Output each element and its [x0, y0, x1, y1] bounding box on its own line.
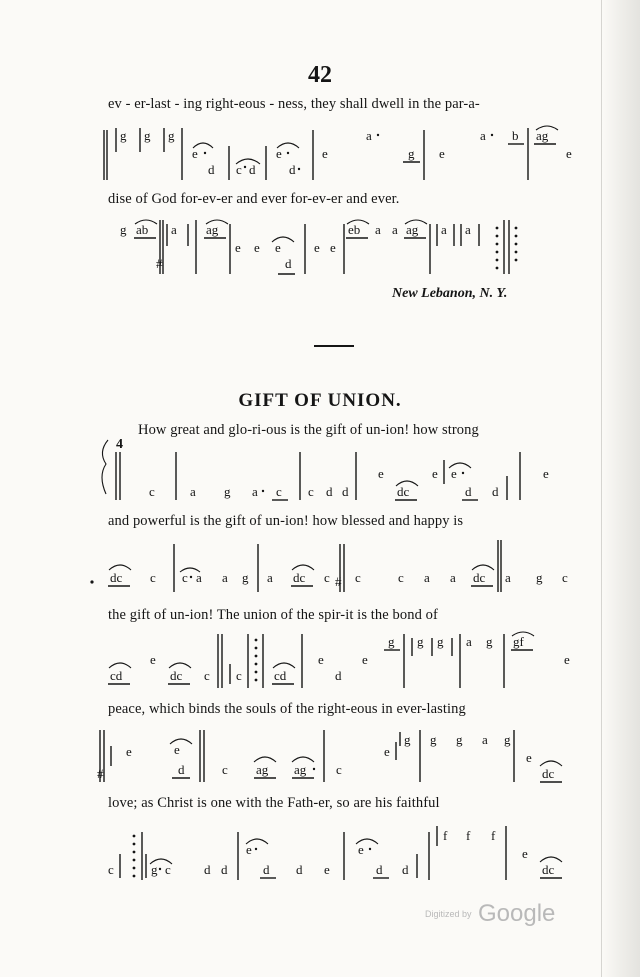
svg-text:dc: dc	[473, 570, 486, 585]
svg-text:e: e	[451, 466, 457, 481]
svg-text:e: e	[254, 240, 260, 255]
svg-text:ag: ag	[206, 222, 219, 237]
svg-text:e: e	[174, 742, 180, 757]
digitized-watermark	[425, 900, 555, 928]
svg-text:a: a	[196, 570, 202, 585]
svg-text:g: g	[242, 570, 249, 585]
time-signature: 4	[116, 437, 123, 452]
svg-text:d: d	[376, 862, 383, 877]
svg-text:dc: dc	[110, 570, 123, 585]
svg-text:e: e	[564, 652, 570, 667]
svg-text:e: e	[362, 652, 368, 667]
svg-text:d: d	[289, 162, 296, 177]
svg-text:g: g	[168, 128, 175, 143]
svg-text:g: g	[437, 634, 444, 649]
svg-text:c: c	[355, 570, 361, 585]
svg-text:g: g	[417, 634, 424, 649]
svg-text:ab: ab	[136, 222, 149, 237]
svg-text:c: c	[308, 484, 314, 499]
svg-text:e: e	[246, 842, 252, 857]
svg-text:d: d	[208, 162, 215, 177]
music-system-3	[0, 430, 640, 510]
svg-text:c: c	[324, 570, 330, 585]
svg-text:g: g	[408, 146, 415, 161]
svg-text:ag: ag	[256, 762, 269, 777]
svg-text:a: a	[424, 570, 430, 585]
svg-text:c: c	[336, 762, 342, 777]
svg-text:#: #	[156, 256, 163, 271]
svg-text:e: e	[330, 240, 336, 255]
lyric-line-1: ev - er-last - ing right-eous - ness, they shall dwell in the par-a-	[108, 96, 480, 112]
music-system-2	[0, 212, 640, 292]
svg-text:g: g	[144, 128, 151, 143]
svg-text:f: f	[491, 828, 496, 843]
svg-text:e: e	[192, 146, 198, 161]
svg-text:g: g	[120, 222, 127, 237]
svg-text:g: g	[430, 732, 437, 747]
svg-text:e: e	[543, 466, 549, 481]
svg-text:e: e	[566, 146, 572, 161]
lyric-line-4: and powerful is the gift of un-ion! how blessed and happy is	[108, 513, 464, 529]
svg-text:e: e	[150, 652, 156, 667]
svg-text:gf: gf	[513, 634, 524, 649]
svg-text:e: e	[275, 240, 281, 255]
svg-text:dc: dc	[542, 862, 555, 877]
music-system-4	[0, 536, 640, 616]
svg-text:c: c	[165, 862, 171, 877]
svg-text:c: c	[204, 668, 210, 683]
svg-text:ag: ag	[536, 128, 549, 143]
svg-text:c: c	[149, 484, 155, 499]
music-system-6	[0, 722, 640, 802]
svg-text:e: e	[439, 146, 445, 161]
location-credit: New Lebanon, N. Y.	[392, 286, 508, 301]
svg-text:d: d	[204, 862, 211, 877]
svg-text:e: e	[432, 466, 438, 481]
svg-text:g: g	[504, 732, 511, 747]
svg-text:d: d	[178, 762, 185, 777]
svg-text:g: g	[120, 128, 127, 143]
svg-text:d: d	[465, 484, 472, 499]
svg-text:c: c	[398, 570, 404, 585]
hymn-title: GIFT OF UNION.	[238, 390, 402, 411]
svg-text:d: d	[342, 484, 349, 499]
svg-text:a: a	[465, 222, 471, 237]
lyric-line-2: dise of God for-ev-er and ever for-ev-er and ever.	[108, 191, 400, 207]
svg-text:a: a	[366, 128, 372, 143]
svg-text:g: g	[151, 862, 158, 877]
svg-text:a: a	[375, 222, 381, 237]
svg-text:a: a	[392, 222, 398, 237]
svg-text:c: c	[222, 762, 228, 777]
svg-text:d: d	[335, 668, 342, 683]
page-number: 42	[308, 62, 332, 88]
lyric-line-7: love; as Christ is one with the Fath-er, so are his faithful	[108, 795, 440, 811]
google-logo: Google	[477, 900, 556, 927]
svg-text:a: a	[505, 570, 511, 585]
lyric-line-6: peace, which binds the souls of the right-eous in ever-lasting	[108, 701, 466, 717]
svg-text:ag: ag	[406, 222, 419, 237]
svg-text:#: #	[97, 766, 104, 781]
svg-text:e: e	[276, 146, 282, 161]
watermark-prefix: Digitized by	[425, 909, 472, 919]
svg-text:dc: dc	[542, 766, 555, 781]
svg-text:a: a	[171, 222, 177, 237]
svg-text:d: d	[296, 862, 303, 877]
svg-text:e: e	[358, 842, 364, 857]
svg-text:e: e	[384, 744, 390, 759]
svg-text:e: e	[522, 846, 528, 861]
svg-text:a: a	[190, 484, 196, 499]
svg-text:e: e	[314, 240, 320, 255]
svg-text:c: c	[182, 570, 188, 585]
svg-text:g: g	[224, 484, 231, 499]
svg-text:e: e	[378, 466, 384, 481]
svg-text:a: a	[482, 732, 488, 747]
svg-text:a: a	[441, 222, 447, 237]
svg-text:ag: ag	[294, 762, 307, 777]
svg-text:eb: eb	[348, 222, 361, 237]
music-system-7	[0, 818, 640, 898]
svg-text:d: d	[249, 162, 256, 177]
svg-text:g: g	[388, 634, 395, 649]
svg-text:d: d	[326, 484, 333, 499]
section-divider	[314, 345, 354, 347]
svg-text:e: e	[526, 750, 532, 765]
svg-text:a: a	[222, 570, 228, 585]
svg-text:g: g	[486, 634, 493, 649]
svg-text:e: e	[235, 240, 241, 255]
svg-text:e: e	[324, 862, 330, 877]
svg-text:cd: cd	[110, 668, 123, 683]
svg-text:c: c	[276, 484, 282, 499]
svg-text:f: f	[466, 828, 471, 843]
svg-text:g: g	[404, 732, 411, 747]
svg-text:d: d	[402, 862, 409, 877]
svg-text:e: e	[322, 146, 328, 161]
svg-text:d: d	[221, 862, 228, 877]
svg-text:c: c	[150, 570, 156, 585]
music-system-5	[0, 624, 640, 704]
svg-text:dc: dc	[293, 570, 306, 585]
svg-text:a: a	[466, 634, 472, 649]
svg-text:d: d	[263, 862, 270, 877]
svg-text:e: e	[318, 652, 324, 667]
svg-text:d: d	[285, 256, 292, 271]
lyric-line-5: the gift of un-ion! The union of the spir-it is the bond of	[108, 607, 438, 623]
svg-text:a: a	[480, 128, 486, 143]
svg-text:c: c	[236, 162, 242, 177]
lyric-line-3: How great and glo-ri-ous is the gift of un-ion! how strong	[138, 422, 479, 438]
svg-text:g: g	[536, 570, 543, 585]
svg-text:g: g	[456, 732, 463, 747]
svg-text:a: a	[267, 570, 273, 585]
svg-text:e: e	[126, 744, 132, 759]
svg-text:dc: dc	[170, 668, 183, 683]
svg-text:f: f	[443, 828, 448, 843]
svg-text:a: a	[252, 484, 258, 499]
svg-text:c: c	[108, 862, 114, 877]
svg-text:d: d	[492, 484, 499, 499]
svg-text:dc: dc	[397, 484, 410, 499]
music-system-1	[0, 118, 640, 198]
svg-text:a: a	[450, 570, 456, 585]
svg-text:c: c	[236, 668, 242, 683]
svg-text:#: #	[335, 574, 342, 589]
svg-text:b: b	[512, 128, 519, 143]
svg-text:cd: cd	[274, 668, 287, 683]
svg-text:c: c	[562, 570, 568, 585]
